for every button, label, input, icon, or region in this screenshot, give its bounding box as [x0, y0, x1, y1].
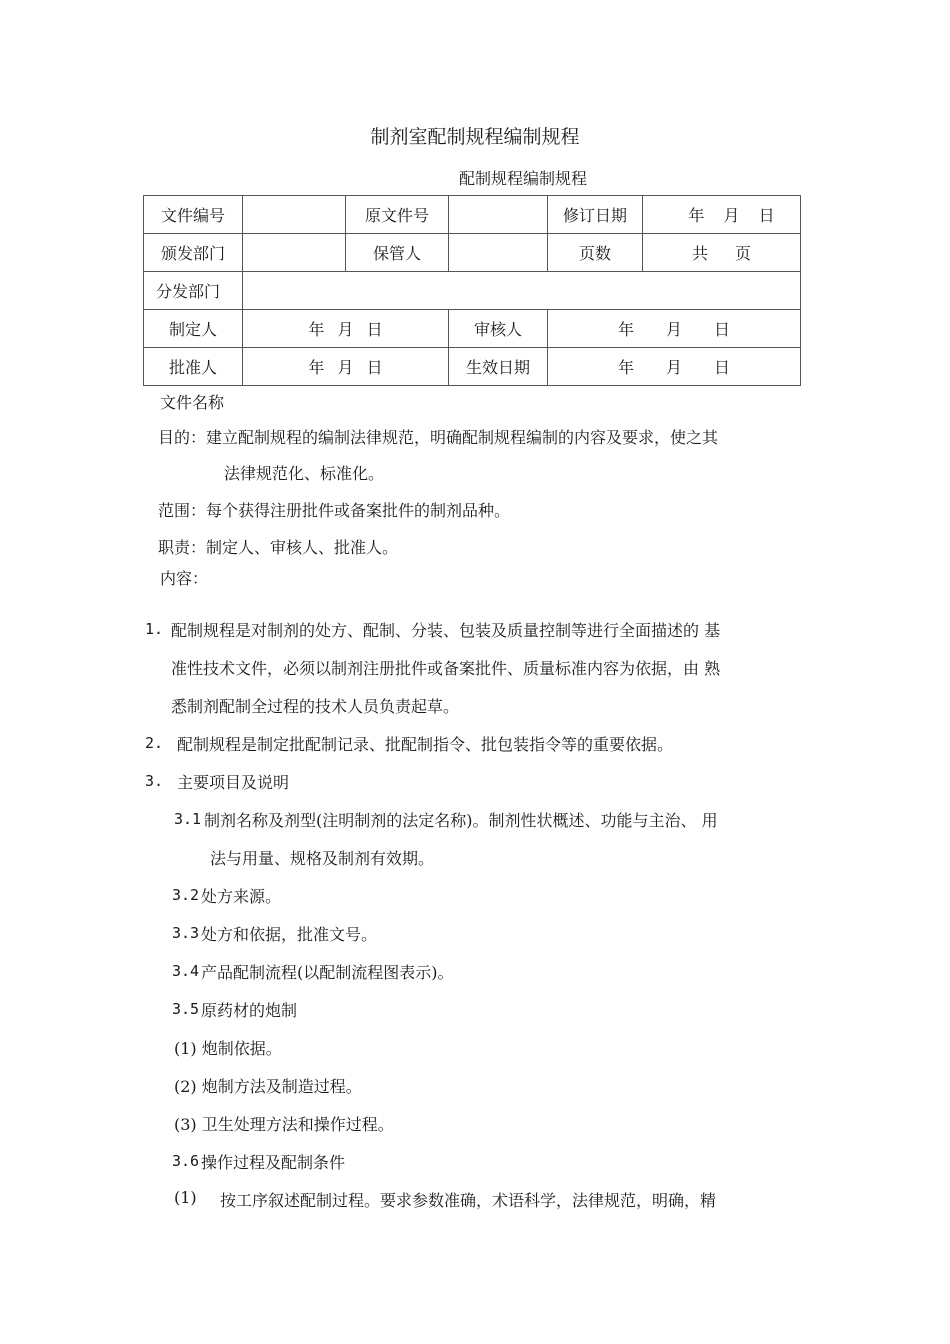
section-3-1-line-1: 制剂名称及剂型(注明制剂的法定名称)。制剂性状概述、功能与主治、 用: [204, 811, 718, 830]
label-custodian: 保管人: [346, 234, 449, 272]
section-3-3-number: 3.3: [172, 924, 200, 942]
section-3-4-number: 3.4: [172, 962, 200, 980]
revision-date-value: 年 月 日: [643, 196, 801, 234]
section-3-5-number: 3.5: [172, 1000, 200, 1018]
label-original-file-number: 原文件号: [346, 196, 449, 234]
table-row: [144, 272, 801, 310]
section-3-3-text: 处方和依据，批准文号。: [201, 925, 378, 944]
item-1-number: 1.: [145, 620, 164, 638]
document-info-table: [143, 195, 801, 386]
content-label: 内容：: [160, 569, 209, 588]
section-3-4-text: 产品配制流程(以配制流程图表示)。: [201, 963, 454, 982]
table-row: [144, 348, 801, 386]
item-2-number: 2.: [145, 734, 164, 752]
item-3-number: 3.: [145, 772, 164, 790]
label-revision-date: 修订日期: [548, 196, 643, 234]
file-number-value: [243, 196, 346, 234]
label-approver: 批准人: [144, 348, 243, 386]
label-distribution-dept: 分发部门: [144, 272, 243, 310]
author-date: 年 月 日: [243, 310, 449, 348]
table-row: [144, 196, 801, 234]
item-1-line-3: 悉制剂配制全过程的技术人员负责起草。: [171, 697, 460, 716]
effective-date-value: 年 月 日: [548, 348, 801, 386]
section-3-5-text: 原药材的炮制: [201, 1001, 298, 1020]
reviewer-date: 年 月 日: [548, 310, 801, 348]
processing-item-1: (1) 炮制依据。: [174, 1039, 282, 1058]
file-name-label: 文件名称: [160, 393, 225, 412]
processing-item-2: (2) 炮制方法及制造过程。: [174, 1077, 362, 1096]
approver-date: 年 月 日: [243, 348, 449, 386]
section-3-6-text: 操作过程及配制条件: [201, 1153, 346, 1172]
section-3-1-number: 3.1: [174, 810, 202, 828]
item-3-text: 主要项目及说明: [177, 773, 290, 792]
operation-item-1-text: 按工序叙述配制过程。要求参数准确，术语科学，法律规范，明确，精: [220, 1191, 717, 1210]
document-subtitle: 配制规程编制规程: [459, 169, 588, 188]
page-count-value: 共 页: [643, 234, 801, 272]
table-row: [144, 310, 801, 348]
label-author: 制定人: [144, 310, 243, 348]
operation-item-1-number: (1): [174, 1188, 197, 1207]
original-file-number-value: [449, 196, 548, 234]
item-1-line-2: 准性技术文件，必须以制剂注册批件或备案批件、质量标准内容为依据，由 熟: [171, 659, 721, 678]
duty-text: 职责：制定人、审核人、批准人。: [158, 538, 399, 557]
label-effective-date: 生效日期: [449, 348, 548, 386]
section-3-2-text: 处方来源。: [201, 887, 282, 906]
custodian-value: [449, 234, 548, 272]
document-title: 制剂室配制规程编制规程: [370, 126, 580, 148]
item-2-text: 配制规程是制定批配制记录、批配制指令、批包装指令等的重要依据。: [177, 735, 674, 754]
purpose-line-2: 法律规范化、标准化。: [224, 464, 385, 483]
item-1-line-1: 配制规程是对制剂的处方、配制、分装、包装及质量控制等进行全面描述的 基: [171, 621, 721, 640]
label-issuing-dept: 颁发部门: [144, 234, 243, 272]
table-row: [144, 234, 801, 272]
distribution-dept-value: [243, 272, 801, 310]
section-3-1-line-2: 法与用量、规格及制剂有效期。: [210, 849, 435, 868]
label-reviewer: 审核人: [449, 310, 548, 348]
scope-text: 范围：每个获得注册批件或备案批件的制剂品种。: [158, 501, 511, 520]
label-file-number: 文件编号: [144, 196, 243, 234]
label-page-count: 页数: [548, 234, 643, 272]
purpose-line-1: 目的：建立配制规程的编制法律规范，明确配制规程编制的内容及要求，使之其: [158, 428, 719, 447]
issuing-dept-value: [243, 234, 346, 272]
section-3-2-number: 3.2: [172, 886, 200, 904]
section-3-6-number: 3.6: [172, 1152, 200, 1170]
processing-item-3: (3) 卫生处理方法和操作过程。: [174, 1115, 394, 1134]
